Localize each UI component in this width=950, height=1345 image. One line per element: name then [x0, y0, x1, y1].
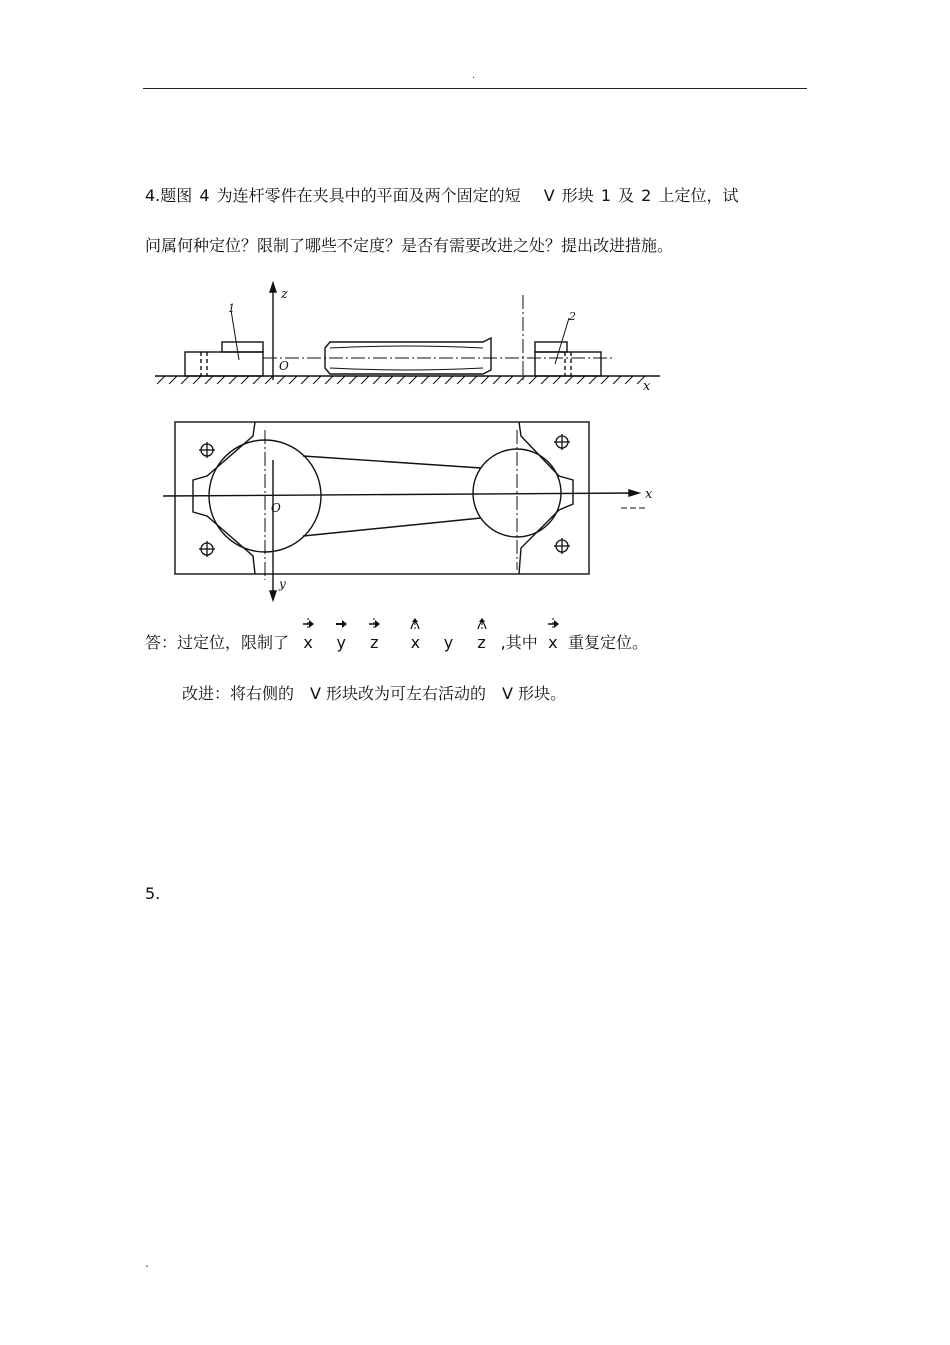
- rotation-arc-icon: [407, 617, 423, 631]
- repeat-x-symbol: x: [545, 633, 561, 653]
- arrow-right-icon: [545, 617, 561, 631]
- fixture-figure: [145, 280, 685, 610]
- bottom-axis-x: [163, 493, 635, 496]
- improvement-line: 改进：将右侧的 V 形块改为可左右活动的 V 形块。: [182, 684, 567, 703]
- block-1: [185, 352, 263, 376]
- movement-y-symbol: y: [333, 633, 349, 653]
- arrow-right-icon: [333, 617, 349, 631]
- question-4-line-1: 4.题图 4 为连杆零件在夹具中的平面及两个固定的短 V 形块 1 及 2 上定位，试: [145, 186, 739, 205]
- top-axis-z-label: z: [281, 287, 288, 302]
- block-2-leader: [555, 318, 569, 364]
- bottom-axis-y-label: y: [279, 577, 286, 591]
- bottom-axis-x-arrow: [629, 490, 639, 496]
- arrow-right-icon: [300, 617, 316, 631]
- movement-x-symbol: x: [300, 633, 316, 653]
- v-block-1: [193, 422, 255, 574]
- answer-suffix: 重复定位。: [567, 633, 648, 652]
- bottom-axis-y-arrow: [270, 591, 276, 600]
- answer-prefix: 答：过定位，限制了: [145, 633, 290, 652]
- answer-middle: ,其中: [500, 633, 538, 652]
- block-2-label: 2: [569, 310, 576, 323]
- bottom-axis-x-label: x: [645, 487, 653, 502]
- top-origin-label: O: [279, 359, 289, 373]
- fixture-plate: [175, 422, 589, 574]
- rotation-x-symbol: x: [407, 633, 423, 653]
- arrow-right-icon: [366, 617, 382, 631]
- question-5-number: 5.: [145, 884, 161, 903]
- rod-edge-lower: [303, 518, 481, 536]
- base-hatching: [157, 376, 645, 384]
- block-1-label: 1: [228, 302, 235, 315]
- rotation-z-symbol: z: [474, 633, 490, 653]
- top-view: [163, 422, 645, 600]
- top-axis-z-arrow: [270, 283, 276, 292]
- block-2-top: [535, 342, 567, 352]
- top-axis-x-label: x: [643, 379, 651, 394]
- rotation-y-symbol: y: [443, 633, 454, 652]
- rotation-arc-icon: [474, 617, 490, 631]
- header-rule: [143, 88, 807, 89]
- rod-edge-upper: [303, 456, 481, 468]
- bottom-origin-label: O: [271, 501, 281, 515]
- front-view: [155, 283, 660, 384]
- answer-line: [145, 633, 648, 653]
- block-2: [535, 352, 601, 376]
- footer-mark: .: [145, 1256, 149, 1270]
- header-mark: .: [472, 70, 476, 81]
- block-1-top: [222, 342, 263, 352]
- movement-z-symbol: z: [366, 633, 382, 653]
- question-4-line-2: 问属何种定位？限制了哪些不定度？是否有需要改进之处？提出改进措施。: [145, 236, 674, 255]
